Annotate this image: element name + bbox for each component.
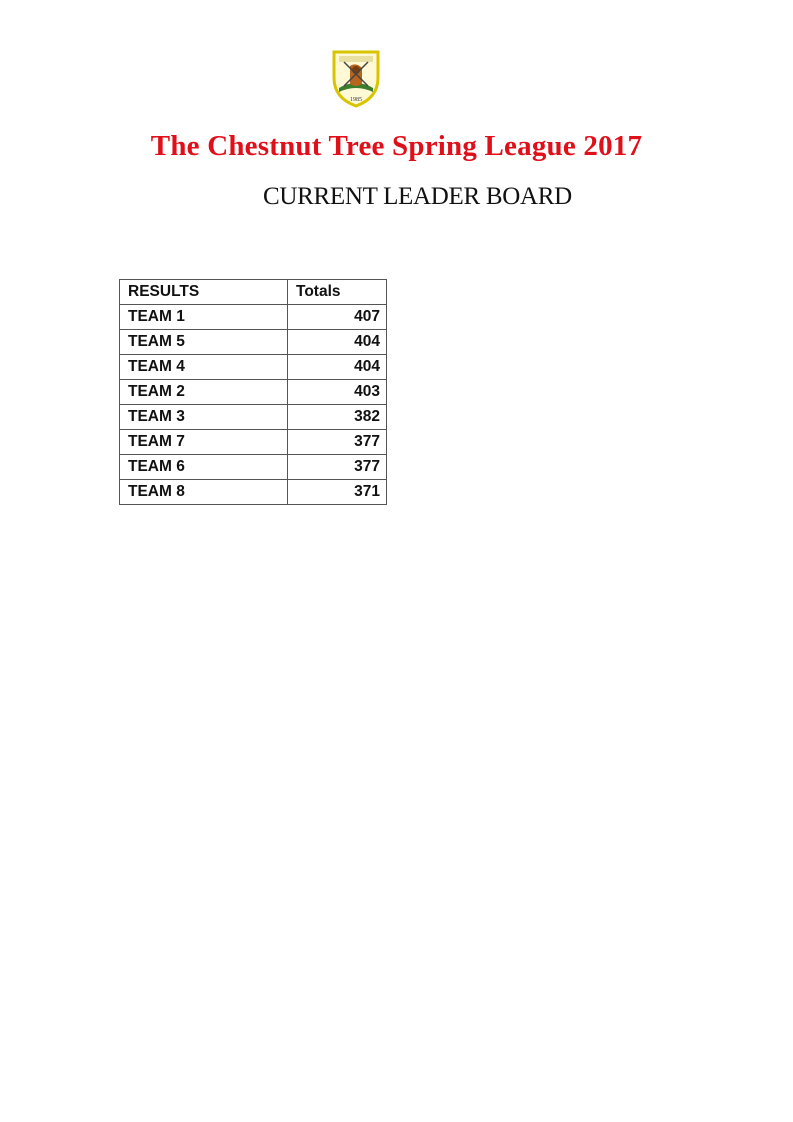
table-header-row — [120, 280, 387, 305]
table-row — [120, 480, 387, 505]
team-total-cell: 371 — [288, 480, 387, 505]
table-row — [120, 355, 387, 380]
leader-board-table — [119, 279, 387, 505]
team-name-cell: TEAM 5 — [120, 330, 288, 355]
team-name-cell: TEAM 7 — [120, 430, 288, 455]
team-total-cell: 377 — [288, 430, 387, 455]
page-title: The Chestnut Tree Spring League 2017 — [150, 130, 643, 162]
team-name-cell: TEAM 8 — [120, 480, 288, 505]
header-totals: Totals — [288, 280, 387, 305]
team-name-cell: TEAM 6 — [120, 455, 288, 480]
table-row — [120, 455, 387, 480]
table-row — [120, 305, 387, 330]
team-total-cell: 382 — [288, 405, 387, 430]
team-name-cell: TEAM 1 — [120, 305, 288, 330]
table-row — [120, 430, 387, 455]
page-subtitle: CURRENT LEADER BOARD — [263, 183, 572, 210]
header-results: RESULTS — [120, 280, 288, 305]
team-name-cell: TEAM 4 — [120, 355, 288, 380]
club-crest-icon — [330, 48, 382, 110]
team-total-cell: 407 — [288, 305, 387, 330]
crest-year: 1985 — [350, 97, 362, 103]
team-total-cell: 403 — [288, 380, 387, 405]
table-row — [120, 380, 387, 405]
team-total-cell: 377 — [288, 455, 387, 480]
table-row — [120, 405, 387, 430]
team-total-cell: 404 — [288, 355, 387, 380]
team-total-cell: 404 — [288, 330, 387, 355]
team-name-cell: TEAM 2 — [120, 380, 288, 405]
team-name-cell: TEAM 3 — [120, 405, 288, 430]
table-row — [120, 330, 387, 355]
